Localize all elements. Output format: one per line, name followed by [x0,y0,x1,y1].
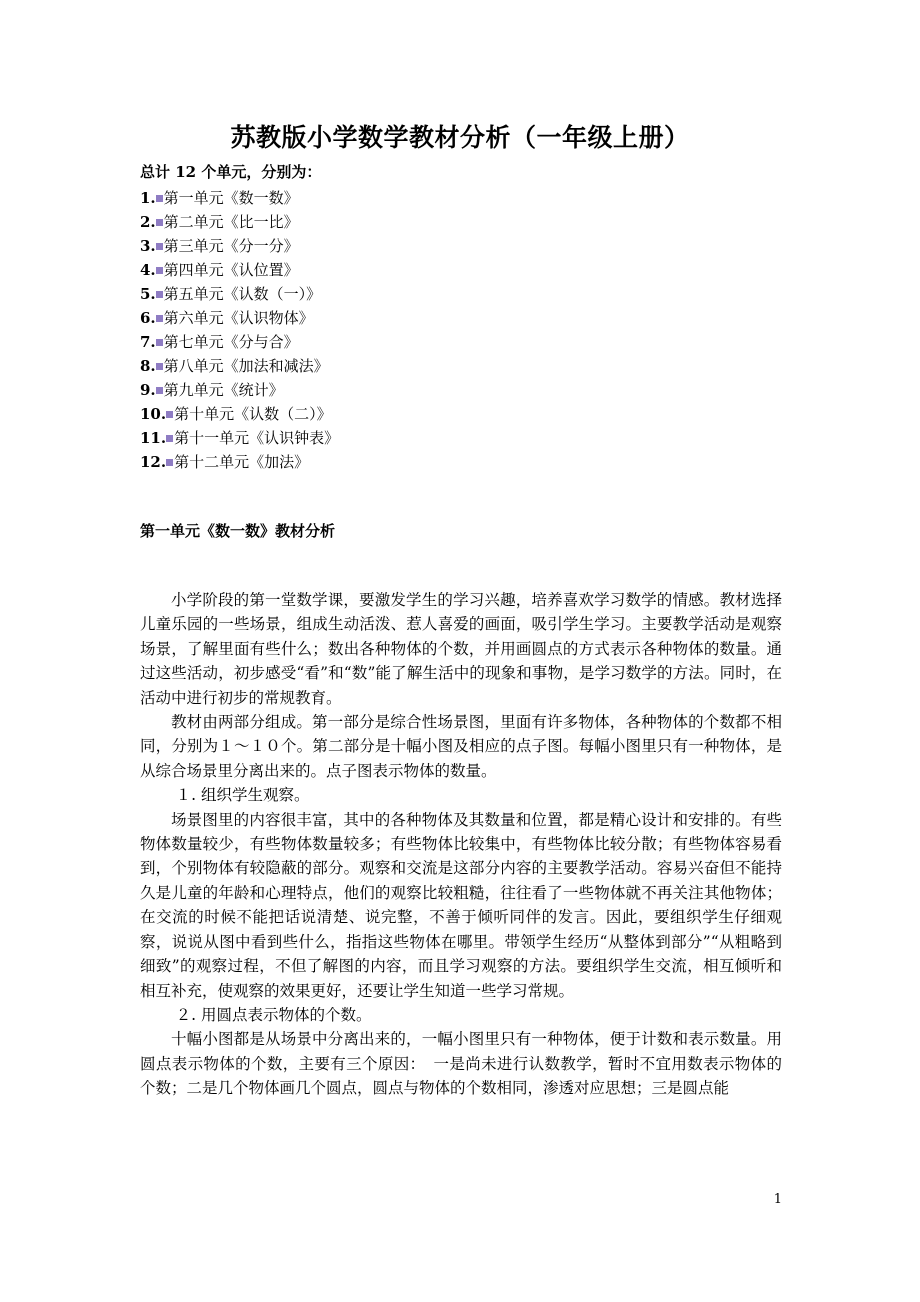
item-text: 第十一单元《认识钟表》 [174,429,340,447]
list-item [140,450,339,474]
list-item [140,354,339,378]
item-text: 第三单元《分一分》 [163,237,299,255]
list-item [140,402,339,426]
square-bullet-icon [166,435,173,442]
square-bullet-icon [166,411,173,418]
page-number: 1 [773,1192,782,1207]
list-item [140,282,339,306]
item-text: 第一单元《数一数》 [163,189,299,207]
square-bullet-icon [156,363,163,370]
item-number: 1. [140,189,156,207]
square-bullet-icon [156,243,163,250]
square-bullet-icon [156,219,163,226]
item-number: 3. [140,237,156,255]
item-number: 10. [140,405,167,423]
paragraph: 教材由两部分组成。第一部分是综合性场景图，里面有许多物体，各种物体的个数都不相同，分别为１～１０个。第二部分是十幅小图及相应的点子图。每幅小图里只有一种物体，是从综合场景里分离出来的。点子图表示物体的数量。 [140,713,782,780]
section-heading: 第一单元《数一数》教材分析 [140,522,336,540]
square-bullet-icon [166,459,173,466]
item-text: 第二单元《比一比》 [163,213,299,231]
item-text: 第十单元《认数（二）》 [174,405,332,423]
square-bullet-icon [156,291,163,298]
square-bullet-icon [156,267,163,274]
item-text: 第四单元《认位置》 [163,261,299,279]
item-number: 7. [140,333,156,351]
item-number: 11. [140,429,167,447]
square-bullet-icon [156,387,163,394]
list-item [140,426,339,450]
list-item [140,186,339,210]
list-item [140,306,339,330]
square-bullet-icon [156,195,163,202]
item-number: 8. [140,357,156,375]
units-summary: 总计 12 个单元，分别为： [140,163,322,181]
item-text: 第七单元《分与合》 [163,333,299,351]
list-item [140,378,339,402]
item-number: 12. [140,453,167,471]
subheading: １. 组织学生观察。 [175,786,310,805]
item-number: 2. [140,213,156,231]
document-title: 苏教版小学数学教材分析（一年级上册） [230,123,690,152]
item-number: 9. [140,381,156,399]
list-item [140,210,339,234]
unit-list [140,186,339,474]
subheading: ２. 用圆点表示物体的个数。 [175,1005,372,1024]
paragraph: 小学阶段的第一堂数学课，要激发学生的学习兴趣，培养喜欢学习数学的情感。教材选择儿童乐园的一些场景，组成生动活泼、惹人喜爱的画面，吸引学生学习。主要教学活动是观察场景，了解里面有些什么；数出各种物体的个数，并用画圆点的方式表示各种物体的数量。通过这些活动，初步感受“看”和“数”能了解生活中的现象和事物，是学习数学的方法。同时，在活动中进行初步的常规教育。 [140,591,782,707]
body-text [140,588,782,1101]
list-item [140,234,339,258]
paragraph: 场景图里的内容很丰富，其中的各种物体及其数量和位置，都是精心设计和安排的。有些物体数量较少，有些物体数量较多；有些物体比较集中，有些物体比较分散；有些物体容易看到，个别物体有较隐蔽的部分。观察和交流是这部分内容的主要教学活动。容易兴奋但不能持久是儿童的年龄和心理特点，他们的观察比较粗糙，往往看了一些物体就不再关注其他物体；在交流的时候不能把话说清楚、说完整，不善于倾听同伴的发言。因此，要组织学生仔细观察，说说从图中看到些什么，指指这些物体在哪里。带领学生经历“从整体到部分”“从粗略到细致”的观察过程，不但了解图的内容，而且学习观察的方法。要组织学生交流，相互倾听和相互补充，使观察的效果更好，还要让学生知道一些学习常规。 [140,810,782,1000]
list-item [140,258,339,282]
item-text: 第六单元《认识物体》 [163,309,314,327]
item-number: 6. [140,309,156,327]
square-bullet-icon [156,315,163,322]
square-bullet-icon [156,339,163,346]
item-text: 第九单元《统计》 [163,381,284,399]
item-text: 第八单元《加法和减法》 [163,357,329,375]
item-number: 5. [140,285,156,303]
item-number: 4. [140,261,156,279]
paragraph: 十幅小图都是从场景中分离出来的，一幅小图里只有一种物体，便于计数和表示数量。用圆点表示物体的个数，主要有三个原因： 一是尚未进行认数教学，暂时不宜用数表示物体的个数；二是几个物体画几个圆点，圆点与物体的个数相同，渗透对应思想；三是圆点能 [140,1030,782,1098]
item-text: 第五单元《认数（一）》 [163,285,322,303]
list-item [140,330,339,354]
item-text: 第十二单元《加法》 [174,453,310,471]
